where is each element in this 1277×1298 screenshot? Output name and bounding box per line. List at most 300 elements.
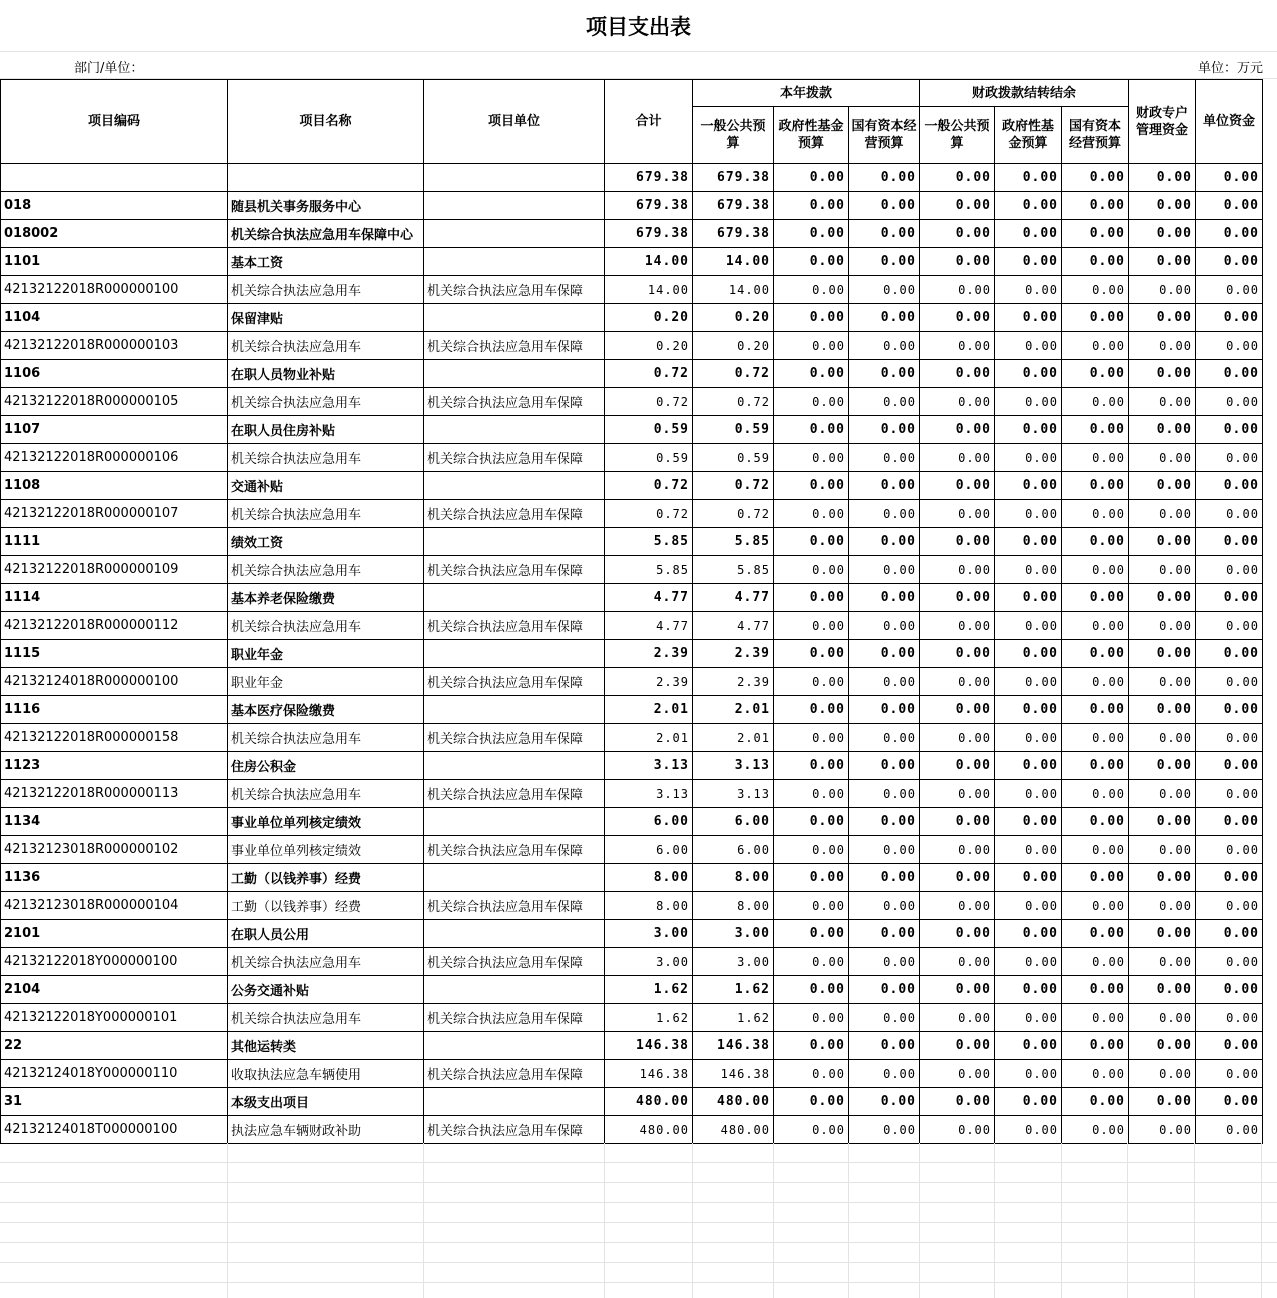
cell-special[interactable]: 0.00	[1129, 724, 1196, 752]
cell-current-general[interactable]: 0.59	[693, 444, 774, 472]
cell-code[interactable]: 42132122018Y000000100	[1, 948, 228, 976]
cell-current-state-capital[interactable]: 0.00	[849, 752, 920, 780]
cell-code[interactable]: 018002	[1, 220, 228, 248]
cell-special[interactable]: 0.00	[1129, 752, 1196, 780]
cell-carry-gov-fund[interactable]: 0.00	[995, 724, 1062, 752]
cell-current-state-capital[interactable]: 0.00	[849, 164, 920, 192]
cell-carry-gov-fund[interactable]: 0.00	[995, 864, 1062, 892]
cell-unit[interactable]: 机关综合执法应急用车保障	[424, 948, 605, 976]
cell-total[interactable]: 2.39	[605, 668, 693, 696]
cell-current-gov-fund[interactable]: 0.00	[774, 1060, 849, 1088]
cell-carry-gov-fund[interactable]: 0.00	[995, 1004, 1062, 1032]
cell-carry-state-capital[interactable]: 0.00	[1062, 724, 1129, 752]
cell-unit[interactable]	[424, 584, 605, 612]
cell-code[interactable]: 42132124018Y000000110	[1, 1060, 228, 1088]
cell-carry-gov-fund[interactable]: 0.00	[995, 332, 1062, 360]
cell-name[interactable]: 机关综合执法应急用车	[228, 388, 424, 416]
cell-self-funds[interactable]: 0.00	[1196, 248, 1263, 276]
cell-carry-state-capital[interactable]: 0.00	[1062, 556, 1129, 584]
cell-carry-general[interactable]: 0.00	[920, 668, 995, 696]
cell-carry-gov-fund[interactable]: 0.00	[995, 220, 1062, 248]
cell-self-funds[interactable]: 0.00	[1196, 472, 1263, 500]
cell-name[interactable]: 基本工资	[228, 248, 424, 276]
cell-code[interactable]: 1104	[1, 304, 228, 332]
cell-current-state-capital[interactable]: 0.00	[849, 556, 920, 584]
cell-name[interactable]: 在职人员公用	[228, 920, 424, 948]
cell-unit[interactable]: 机关综合执法应急用车保障	[424, 500, 605, 528]
cell-special[interactable]: 0.00	[1129, 668, 1196, 696]
cell-carry-gov-fund[interactable]: 0.00	[995, 416, 1062, 444]
cell-code[interactable]: 42132122018R000000109	[1, 556, 228, 584]
cell-current-gov-fund[interactable]: 0.00	[774, 612, 849, 640]
cell-self-funds[interactable]: 0.00	[1196, 892, 1263, 920]
cell-carry-general[interactable]: 0.00	[920, 472, 995, 500]
cell-current-gov-fund[interactable]: 0.00	[774, 1116, 849, 1144]
cell-carry-state-capital[interactable]: 0.00	[1062, 360, 1129, 388]
cell-total[interactable]: 679.38	[605, 192, 693, 220]
cell-current-gov-fund[interactable]: 0.00	[774, 808, 849, 836]
cell-total[interactable]: 480.00	[605, 1088, 693, 1116]
cell-special[interactable]: 0.00	[1129, 864, 1196, 892]
cell-name[interactable]: 绩效工资	[228, 528, 424, 556]
cell-current-gov-fund[interactable]: 0.00	[774, 276, 849, 304]
cell-current-state-capital[interactable]: 0.00	[849, 220, 920, 248]
cell-name[interactable]	[228, 164, 424, 192]
cell-code[interactable]: 42132122018R000000106	[1, 444, 228, 472]
cell-total[interactable]: 0.20	[605, 304, 693, 332]
cell-carry-state-capital[interactable]: 0.00	[1062, 584, 1129, 612]
cell-total[interactable]: 0.72	[605, 500, 693, 528]
cell-current-gov-fund[interactable]: 0.00	[774, 360, 849, 388]
cell-current-general[interactable]: 146.38	[693, 1060, 774, 1088]
cell-current-gov-fund[interactable]: 0.00	[774, 892, 849, 920]
cell-self-funds[interactable]: 0.00	[1196, 1032, 1263, 1060]
cell-name[interactable]: 事业单位单列核定绩效	[228, 808, 424, 836]
cell-code[interactable]: 018	[1, 192, 228, 220]
cell-special[interactable]: 0.00	[1129, 1088, 1196, 1116]
cell-carry-state-capital[interactable]: 0.00	[1062, 248, 1129, 276]
cell-carry-general[interactable]: 0.00	[920, 556, 995, 584]
cell-carry-gov-fund[interactable]: 0.00	[995, 248, 1062, 276]
cell-current-general[interactable]: 2.01	[693, 696, 774, 724]
cell-code[interactable]: 1106	[1, 360, 228, 388]
cell-carry-state-capital[interactable]: 0.00	[1062, 864, 1129, 892]
cell-total[interactable]: 6.00	[605, 808, 693, 836]
cell-code[interactable]: 1134	[1, 808, 228, 836]
cell-total[interactable]: 6.00	[605, 836, 693, 864]
cell-special[interactable]: 0.00	[1129, 836, 1196, 864]
cell-carry-state-capital[interactable]: 0.00	[1062, 640, 1129, 668]
cell-current-general[interactable]: 0.59	[693, 416, 774, 444]
cell-self-funds[interactable]: 0.00	[1196, 500, 1263, 528]
cell-carry-general[interactable]: 0.00	[920, 248, 995, 276]
cell-code[interactable]: 1115	[1, 640, 228, 668]
cell-unit[interactable]	[424, 360, 605, 388]
cell-current-state-capital[interactable]: 0.00	[849, 892, 920, 920]
cell-carry-gov-fund[interactable]: 0.00	[995, 752, 1062, 780]
cell-code[interactable]: 42132123018R000000102	[1, 836, 228, 864]
cell-self-funds[interactable]: 0.00	[1196, 864, 1263, 892]
cell-self-funds[interactable]: 0.00	[1196, 360, 1263, 388]
cell-current-general[interactable]: 480.00	[693, 1116, 774, 1144]
cell-self-funds[interactable]: 0.00	[1196, 920, 1263, 948]
cell-code[interactable]: 1114	[1, 584, 228, 612]
cell-current-gov-fund[interactable]: 0.00	[774, 584, 849, 612]
cell-code[interactable]: 2101	[1, 920, 228, 948]
cell-current-gov-fund[interactable]: 0.00	[774, 780, 849, 808]
cell-current-general[interactable]: 0.20	[693, 304, 774, 332]
cell-current-state-capital[interactable]: 0.00	[849, 360, 920, 388]
cell-total[interactable]: 4.77	[605, 612, 693, 640]
cell-carry-gov-fund[interactable]: 0.00	[995, 696, 1062, 724]
cell-total[interactable]: 2.01	[605, 724, 693, 752]
cell-unit[interactable]	[424, 920, 605, 948]
cell-special[interactable]: 0.00	[1129, 948, 1196, 976]
cell-self-funds[interactable]: 0.00	[1196, 528, 1263, 556]
cell-current-gov-fund[interactable]: 0.00	[774, 1004, 849, 1032]
cell-carry-general[interactable]: 0.00	[920, 1088, 995, 1116]
cell-carry-general[interactable]: 0.00	[920, 920, 995, 948]
cell-unit[interactable]: 机关综合执法应急用车保障	[424, 332, 605, 360]
cell-total[interactable]: 1.62	[605, 976, 693, 1004]
cell-name[interactable]: 机关综合执法应急用车	[228, 612, 424, 640]
cell-carry-general[interactable]: 0.00	[920, 1060, 995, 1088]
cell-carry-gov-fund[interactable]: 0.00	[995, 1032, 1062, 1060]
cell-unit[interactable]: 机关综合执法应急用车保障	[424, 444, 605, 472]
cell-current-general[interactable]: 3.00	[693, 920, 774, 948]
cell-self-funds[interactable]: 0.00	[1196, 696, 1263, 724]
cell-special[interactable]: 0.00	[1129, 528, 1196, 556]
cell-current-gov-fund[interactable]: 0.00	[774, 668, 849, 696]
cell-code[interactable]: 42132122018R000000107	[1, 500, 228, 528]
cell-current-general[interactable]: 6.00	[693, 808, 774, 836]
cell-total[interactable]: 2.39	[605, 640, 693, 668]
cell-carry-gov-fund[interactable]: 0.00	[995, 1116, 1062, 1144]
cell-carry-general[interactable]: 0.00	[920, 444, 995, 472]
cell-carry-state-capital[interactable]: 0.00	[1062, 500, 1129, 528]
cell-current-state-capital[interactable]: 0.00	[849, 976, 920, 1004]
cell-current-state-capital[interactable]: 0.00	[849, 836, 920, 864]
cell-current-general[interactable]: 0.20	[693, 332, 774, 360]
cell-unit[interactable]: 机关综合执法应急用车保障	[424, 1116, 605, 1144]
cell-name[interactable]: 保留津贴	[228, 304, 424, 332]
cell-name[interactable]: 事业单位单列核定绩效	[228, 836, 424, 864]
cell-code[interactable]: 1111	[1, 528, 228, 556]
cell-self-funds[interactable]: 0.00	[1196, 640, 1263, 668]
cell-carry-state-capital[interactable]: 0.00	[1062, 668, 1129, 696]
cell-current-general[interactable]: 8.00	[693, 892, 774, 920]
cell-unit[interactable]	[424, 808, 605, 836]
cell-self-funds[interactable]: 0.00	[1196, 164, 1263, 192]
cell-carry-state-capital[interactable]: 0.00	[1062, 780, 1129, 808]
cell-special[interactable]: 0.00	[1129, 360, 1196, 388]
cell-name[interactable]: 随县机关事务服务中心	[228, 192, 424, 220]
cell-carry-gov-fund[interactable]: 0.00	[995, 612, 1062, 640]
cell-carry-general[interactable]: 0.00	[920, 780, 995, 808]
cell-self-funds[interactable]: 0.00	[1196, 388, 1263, 416]
cell-name[interactable]: 机关综合执法应急用车	[228, 332, 424, 360]
cell-current-general[interactable]: 14.00	[693, 276, 774, 304]
cell-current-general[interactable]: 0.72	[693, 388, 774, 416]
cell-carry-gov-fund[interactable]: 0.00	[995, 1088, 1062, 1116]
cell-current-gov-fund[interactable]: 0.00	[774, 1032, 849, 1060]
cell-carry-general[interactable]: 0.00	[920, 1004, 995, 1032]
cell-current-general[interactable]: 2.01	[693, 724, 774, 752]
cell-current-state-capital[interactable]: 0.00	[849, 276, 920, 304]
cell-name[interactable]: 收取执法应急车辆使用	[228, 1060, 424, 1088]
cell-current-gov-fund[interactable]: 0.00	[774, 696, 849, 724]
cell-name[interactable]: 机关综合执法应急用车	[228, 556, 424, 584]
cell-carry-state-capital[interactable]: 0.00	[1062, 304, 1129, 332]
cell-unit[interactable]: 机关综合执法应急用车保障	[424, 892, 605, 920]
cell-name[interactable]: 职业年金	[228, 640, 424, 668]
cell-carry-general[interactable]: 0.00	[920, 892, 995, 920]
cell-unit[interactable]	[424, 864, 605, 892]
cell-self-funds[interactable]: 0.00	[1196, 808, 1263, 836]
cell-carry-general[interactable]: 0.00	[920, 500, 995, 528]
cell-special[interactable]: 0.00	[1129, 220, 1196, 248]
cell-carry-general[interactable]: 0.00	[920, 724, 995, 752]
cell-special[interactable]: 0.00	[1129, 304, 1196, 332]
cell-special[interactable]: 0.00	[1129, 1004, 1196, 1032]
cell-carry-state-capital[interactable]: 0.00	[1062, 388, 1129, 416]
cell-special[interactable]: 0.00	[1129, 976, 1196, 1004]
cell-current-general[interactable]: 6.00	[693, 836, 774, 864]
cell-total[interactable]: 0.72	[605, 360, 693, 388]
cell-current-general[interactable]: 679.38	[693, 220, 774, 248]
cell-current-gov-fund[interactable]: 0.00	[774, 500, 849, 528]
cell-code[interactable]: 42132122018R000000105	[1, 388, 228, 416]
cell-carry-state-capital[interactable]: 0.00	[1062, 696, 1129, 724]
cell-carry-gov-fund[interactable]: 0.00	[995, 920, 1062, 948]
cell-carry-general[interactable]: 0.00	[920, 836, 995, 864]
cell-total[interactable]: 679.38	[605, 164, 693, 192]
cell-current-state-capital[interactable]: 0.00	[849, 1088, 920, 1116]
cell-special[interactable]: 0.00	[1129, 808, 1196, 836]
cell-unit[interactable]	[424, 220, 605, 248]
cell-name[interactable]: 在职人员物业补贴	[228, 360, 424, 388]
cell-code[interactable]: 42132122018R000000158	[1, 724, 228, 752]
cell-unit[interactable]	[424, 248, 605, 276]
cell-name[interactable]: 机关综合执法应急用车	[228, 948, 424, 976]
cell-self-funds[interactable]: 0.00	[1196, 1088, 1263, 1116]
cell-name[interactable]: 机关综合执法应急用车	[228, 724, 424, 752]
cell-total[interactable]: 5.85	[605, 556, 693, 584]
cell-special[interactable]: 0.00	[1129, 612, 1196, 640]
cell-current-gov-fund[interactable]: 0.00	[774, 752, 849, 780]
cell-carry-state-capital[interactable]: 0.00	[1062, 416, 1129, 444]
cell-total[interactable]: 3.13	[605, 780, 693, 808]
cell-current-state-capital[interactable]: 0.00	[849, 472, 920, 500]
cell-self-funds[interactable]: 0.00	[1196, 1060, 1263, 1088]
cell-total[interactable]: 3.13	[605, 752, 693, 780]
cell-current-general[interactable]: 480.00	[693, 1088, 774, 1116]
cell-current-gov-fund[interactable]: 0.00	[774, 528, 849, 556]
cell-unit[interactable]	[424, 192, 605, 220]
cell-special[interactable]: 0.00	[1129, 1060, 1196, 1088]
cell-unit[interactable]: 机关综合执法应急用车保障	[424, 724, 605, 752]
cell-current-state-capital[interactable]: 0.00	[849, 1060, 920, 1088]
cell-code[interactable]: 1136	[1, 864, 228, 892]
cell-self-funds[interactable]: 0.00	[1196, 556, 1263, 584]
cell-current-general[interactable]: 2.39	[693, 668, 774, 696]
cell-current-state-capital[interactable]: 0.00	[849, 808, 920, 836]
cell-code[interactable]: 1107	[1, 416, 228, 444]
cell-carry-general[interactable]: 0.00	[920, 1032, 995, 1060]
cell-current-gov-fund[interactable]: 0.00	[774, 836, 849, 864]
cell-current-state-capital[interactable]: 0.00	[849, 584, 920, 612]
cell-special[interactable]: 0.00	[1129, 696, 1196, 724]
cell-carry-gov-fund[interactable]: 0.00	[995, 304, 1062, 332]
cell-current-state-capital[interactable]: 0.00	[849, 1004, 920, 1032]
cell-current-state-capital[interactable]: 0.00	[849, 780, 920, 808]
cell-carry-state-capital[interactable]: 0.00	[1062, 444, 1129, 472]
cell-code[interactable]: 42132123018R000000104	[1, 892, 228, 920]
cell-carry-general[interactable]: 0.00	[920, 388, 995, 416]
cell-current-general[interactable]: 5.85	[693, 556, 774, 584]
cell-carry-gov-fund[interactable]: 0.00	[995, 472, 1062, 500]
cell-self-funds[interactable]: 0.00	[1196, 976, 1263, 1004]
cell-carry-gov-fund[interactable]: 0.00	[995, 836, 1062, 864]
cell-name[interactable]: 机关综合执法应急用车	[228, 780, 424, 808]
cell-special[interactable]: 0.00	[1129, 416, 1196, 444]
cell-carry-general[interactable]: 0.00	[920, 192, 995, 220]
cell-current-gov-fund[interactable]: 0.00	[774, 864, 849, 892]
cell-special[interactable]: 0.00	[1129, 640, 1196, 668]
cell-current-general[interactable]: 4.77	[693, 584, 774, 612]
cell-current-general[interactable]: 679.38	[693, 164, 774, 192]
cell-carry-gov-fund[interactable]: 0.00	[995, 584, 1062, 612]
cell-total[interactable]: 146.38	[605, 1060, 693, 1088]
cell-carry-state-capital[interactable]: 0.00	[1062, 528, 1129, 556]
cell-carry-general[interactable]: 0.00	[920, 976, 995, 1004]
cell-current-gov-fund[interactable]: 0.00	[774, 192, 849, 220]
cell-special[interactable]: 0.00	[1129, 1032, 1196, 1060]
cell-self-funds[interactable]: 0.00	[1196, 444, 1263, 472]
cell-carry-gov-fund[interactable]: 0.00	[995, 276, 1062, 304]
cell-current-state-capital[interactable]: 0.00	[849, 332, 920, 360]
cell-current-state-capital[interactable]: 0.00	[849, 192, 920, 220]
cell-total[interactable]: 0.72	[605, 472, 693, 500]
cell-self-funds[interactable]: 0.00	[1196, 668, 1263, 696]
cell-current-state-capital[interactable]: 0.00	[849, 696, 920, 724]
cell-name[interactable]: 本级支出项目	[228, 1088, 424, 1116]
cell-total[interactable]: 5.85	[605, 528, 693, 556]
cell-unit[interactable]: 机关综合执法应急用车保障	[424, 556, 605, 584]
cell-unit[interactable]	[424, 416, 605, 444]
cell-total[interactable]: 2.01	[605, 696, 693, 724]
cell-current-general[interactable]: 679.38	[693, 192, 774, 220]
cell-special[interactable]: 0.00	[1129, 500, 1196, 528]
cell-current-state-capital[interactable]: 0.00	[849, 500, 920, 528]
cell-total[interactable]: 4.77	[605, 584, 693, 612]
cell-self-funds[interactable]: 0.00	[1196, 836, 1263, 864]
cell-current-gov-fund[interactable]: 0.00	[774, 164, 849, 192]
cell-carry-state-capital[interactable]: 0.00	[1062, 892, 1129, 920]
cell-name[interactable]: 工勤（以钱养事）经费	[228, 892, 424, 920]
cell-current-state-capital[interactable]: 0.00	[849, 948, 920, 976]
cell-carry-gov-fund[interactable]: 0.00	[995, 444, 1062, 472]
cell-special[interactable]: 0.00	[1129, 892, 1196, 920]
cell-current-gov-fund[interactable]: 0.00	[774, 416, 849, 444]
cell-carry-gov-fund[interactable]: 0.00	[995, 668, 1062, 696]
cell-code[interactable]: 1101	[1, 248, 228, 276]
cell-self-funds[interactable]: 0.00	[1196, 192, 1263, 220]
cell-current-general[interactable]: 0.72	[693, 500, 774, 528]
cell-current-gov-fund[interactable]: 0.00	[774, 304, 849, 332]
cell-carry-gov-fund[interactable]: 0.00	[995, 528, 1062, 556]
cell-name[interactable]: 公务交通补贴	[228, 976, 424, 1004]
cell-total[interactable]: 0.72	[605, 388, 693, 416]
cell-current-state-capital[interactable]: 0.00	[849, 612, 920, 640]
cell-carry-gov-fund[interactable]: 0.00	[995, 360, 1062, 388]
cell-carry-state-capital[interactable]: 0.00	[1062, 976, 1129, 1004]
cell-carry-general[interactable]: 0.00	[920, 948, 995, 976]
cell-name[interactable]: 机关综合执法应急用车	[228, 500, 424, 528]
cell-unit[interactable]: 机关综合执法应急用车保障	[424, 668, 605, 696]
cell-self-funds[interactable]: 0.00	[1196, 584, 1263, 612]
cell-current-state-capital[interactable]: 0.00	[849, 388, 920, 416]
cell-unit[interactable]	[424, 696, 605, 724]
cell-current-state-capital[interactable]: 0.00	[849, 668, 920, 696]
cell-special[interactable]: 0.00	[1129, 248, 1196, 276]
cell-self-funds[interactable]: 0.00	[1196, 416, 1263, 444]
cell-name[interactable]: 机关综合执法应急用车	[228, 444, 424, 472]
cell-current-general[interactable]: 3.00	[693, 948, 774, 976]
cell-current-gov-fund[interactable]: 0.00	[774, 724, 849, 752]
cell-special[interactable]: 0.00	[1129, 332, 1196, 360]
cell-current-state-capital[interactable]: 0.00	[849, 528, 920, 556]
cell-current-state-capital[interactable]: 0.00	[849, 416, 920, 444]
cell-carry-general[interactable]: 0.00	[920, 696, 995, 724]
cell-current-gov-fund[interactable]: 0.00	[774, 948, 849, 976]
cell-carry-general[interactable]: 0.00	[920, 1116, 995, 1144]
cell-code[interactable]: 42132124018R000000100	[1, 668, 228, 696]
cell-current-state-capital[interactable]: 0.00	[849, 864, 920, 892]
cell-carry-state-capital[interactable]: 0.00	[1062, 1116, 1129, 1144]
cell-self-funds[interactable]: 0.00	[1196, 332, 1263, 360]
cell-carry-general[interactable]: 0.00	[920, 640, 995, 668]
cell-current-gov-fund[interactable]: 0.00	[774, 444, 849, 472]
cell-unit[interactable]	[424, 976, 605, 1004]
cell-carry-general[interactable]: 0.00	[920, 528, 995, 556]
cell-current-state-capital[interactable]: 0.00	[849, 304, 920, 332]
cell-carry-general[interactable]: 0.00	[920, 332, 995, 360]
cell-carry-state-capital[interactable]: 0.00	[1062, 332, 1129, 360]
cell-carry-state-capital[interactable]: 0.00	[1062, 220, 1129, 248]
cell-name[interactable]: 基本养老保险缴费	[228, 584, 424, 612]
cell-self-funds[interactable]: 0.00	[1196, 1004, 1263, 1032]
cell-unit[interactable]	[424, 1032, 605, 1060]
cell-current-general[interactable]: 1.62	[693, 1004, 774, 1032]
cell-current-general[interactable]: 4.77	[693, 612, 774, 640]
cell-special[interactable]: 0.00	[1129, 276, 1196, 304]
cell-current-gov-fund[interactable]: 0.00	[774, 976, 849, 1004]
cell-total[interactable]: 3.00	[605, 920, 693, 948]
cell-total[interactable]: 0.59	[605, 444, 693, 472]
cell-special[interactable]: 0.00	[1129, 388, 1196, 416]
cell-current-state-capital[interactable]: 0.00	[849, 640, 920, 668]
cell-current-gov-fund[interactable]: 0.00	[774, 920, 849, 948]
cell-carry-state-capital[interactable]: 0.00	[1062, 948, 1129, 976]
cell-current-general[interactable]: 1.62	[693, 976, 774, 1004]
cell-name[interactable]: 机关综合执法应急用车保障中心	[228, 220, 424, 248]
cell-carry-gov-fund[interactable]: 0.00	[995, 164, 1062, 192]
cell-carry-gov-fund[interactable]: 0.00	[995, 808, 1062, 836]
cell-code[interactable]: 31	[1, 1088, 228, 1116]
cell-carry-state-capital[interactable]: 0.00	[1062, 1060, 1129, 1088]
cell-current-general[interactable]: 0.72	[693, 472, 774, 500]
